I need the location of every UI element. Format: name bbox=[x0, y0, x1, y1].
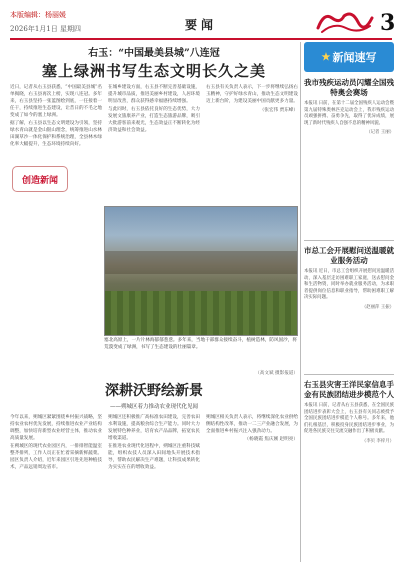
sidebar-story-body: 本报讯 日前，在第十二届全国残疾人运动会暨第九届特殊奥林匹克运动会上，我市残疾运动员顽强拼搏、奋勇争先，取得了优异成绩，展现了新时代残疾人自强不息的精神风貌。 bbox=[304, 101, 394, 126]
sidebar-story-signature: （赵丽萍 王振） bbox=[361, 304, 394, 310]
sidebar-story-signature: （记者 王丽） bbox=[366, 130, 394, 136]
sidebar-story bbox=[304, 380, 394, 444]
lead-paragraph: 右玉县有关负责人表示，下一步将继续弘扬右玉精神，守护好绿水青山，推动生态文明建设迈上新台阶，为建设美丽中国贡献更多力量。 bbox=[206, 85, 298, 104]
page-number: 3 bbox=[380, 10, 396, 36]
sidebar-badge-label: 新闻速写 bbox=[332, 51, 377, 64]
lead-paragraph: 在城乡建设方面，右玉县不断完善基础设施，提升城市品质，推进美丽乡村建设，人居环境明显改善，群众获得感幸福感持续增强。 bbox=[108, 85, 200, 104]
second-paragraph: 朔城区还积极推广高标准农田建设，完善农田水利设施，提高粮食综合生产能力。同时大力发展特色种养业，培育农产品品牌，拓宽农民增收渠道。 bbox=[108, 415, 200, 441]
lead-headline: 塞上绿洲书写生态文明长久之美 bbox=[41, 62, 266, 80]
masthead-divider bbox=[10, 38, 392, 40]
photo-credit: （高文斌 摄影报道） bbox=[255, 371, 298, 376]
sidebar-story-body: 本报讯 日前，记者从右玉县获悉，在全国民族团结进步表彰大会上，右玉县有关同志被授予全国民族团结进步模范个人称号。多年来，他们扎根基层，积极投身民族团结进步事业，为促进各民族交往交流交融作出了积极贡献。 bbox=[304, 403, 394, 435]
sidebar-divider bbox=[304, 240, 394, 241]
lead-story bbox=[10, 42, 298, 562]
edition-label: 本版编辑：杨丽媛 bbox=[10, 11, 66, 19]
sidebar-story-title: 市总工会开展慰问送温暖就业服务活动 bbox=[304, 246, 394, 265]
second-signature: （杨晓霞 焦庆刚 赵明亮） bbox=[244, 437, 298, 442]
second-column-1 bbox=[10, 414, 102, 564]
photo-caption: 塞北高原上，一片片林海郁郁葱葱。多年来，当地干部群众接续奋斗，植树造林，防风固沙，将荒漠变成了绿洲，书写了生态建设的壮丽篇章。 bbox=[104, 338, 297, 350]
lead-paragraph: 近日，记者从右玉县获悉，“中国最美县城”名单揭晓，右玉县再次上榜，实现八连冠。多年来，右玉县坚持一张蓝图绘到底，一任接着一任干，持续推进生态建设，让昔日的不毛之地变成了如今的塞上绿洲。 bbox=[10, 85, 102, 118]
column-divider bbox=[300, 42, 301, 562]
sidebar-story-body: 本报讯 近日，市总工会组织开展慰问送温暖活动，深入基层走访困难职工家庭，送去慰问金和生活物资，同时举办就业服务活动，为求职者提供岗位信息和职业指导，帮助困难职工解决实际问题。 bbox=[304, 269, 394, 301]
second-column-2 bbox=[108, 414, 200, 564]
second-column-3 bbox=[206, 414, 298, 564]
sidebar-story bbox=[304, 246, 394, 310]
news-sidebar bbox=[304, 42, 394, 562]
second-paragraph: 在朔城区的现代农业园区内，一排排智能温室整齐排列，工作人员正在忙着采摘新鲜蔬菜。园区负责人介绍，近年来园区引进先进种植技术，产品远销周边省市。 bbox=[10, 444, 102, 470]
landscape-photo bbox=[104, 206, 298, 336]
lead-paragraph: 与此同时，右玉县依托良好的生态优势，大力发展文旅康养产业，打造生态旅游品牌，吸引大批游客前来观光，生态效益正不断转化为经济效益和社会效益。 bbox=[108, 107, 200, 133]
star-icon: ★ bbox=[321, 51, 331, 63]
second-paragraph: 今年以来，朔城区紧紧围绕乡村振兴战略，坚持农业农村优先发展，持续推进农业产业结构调整，加快培育新型农业经营主体，推动农业高质量发展。 bbox=[10, 415, 102, 441]
lead-kicker: 右玉：“中国最美县城”八连冠 bbox=[88, 48, 220, 59]
second-subhead: ——朔城区着力推动农业现代化见闻 bbox=[109, 404, 198, 410]
second-body bbox=[10, 414, 298, 564]
sidebar-badge bbox=[304, 42, 394, 72]
sidebar-story-signature: （李贝 李梓月） bbox=[361, 438, 394, 444]
lead-paragraph: 据了解，右玉县以生态文明建设为引领，坚持绿水青山就是金山银山理念，统筹推进山水林田湖草沙一体化保护和系统治理，全县林木绿化率大幅提升，生态环境持续向好。 bbox=[10, 121, 102, 147]
logo-mark-icon bbox=[314, 8, 374, 34]
sidebar-story-title: 右玉县灾害王洋民家信息手金有民族团结进步模范个人 bbox=[304, 380, 394, 399]
second-story bbox=[10, 380, 298, 564]
sidebar-story bbox=[304, 78, 394, 135]
second-headline: 深耕沃野绘新景 bbox=[105, 383, 203, 399]
second-paragraph: 朔城区相关负责人表示，将继续深化农业供给侧结构性改革，推动一二三产业融合发展，为全面推进乡村振兴注入强劲动力。 bbox=[206, 415, 298, 434]
lead-signature: （张宏伟 贾东峰） bbox=[259, 108, 298, 113]
masthead bbox=[10, 8, 396, 38]
second-paragraph: 在推进农业现代化进程中，朔城区注重科技赋能，组织农技人员深入田间地头开展技术指导，帮助农民解决生产难题，让科技成果转化为实实在在的增收效益。 bbox=[108, 444, 200, 470]
stamp-badge: 创造新闻 bbox=[12, 166, 68, 192]
newspaper-logo bbox=[314, 8, 374, 34]
sidebar-divider bbox=[304, 374, 394, 375]
sidebar-story-title: 我市残疾运动员闪耀全国残特奥会赛场 bbox=[304, 78, 394, 97]
section-title: 要闻 bbox=[185, 18, 218, 32]
issue-date: 2026年1月1日 星期四 bbox=[10, 25, 81, 33]
